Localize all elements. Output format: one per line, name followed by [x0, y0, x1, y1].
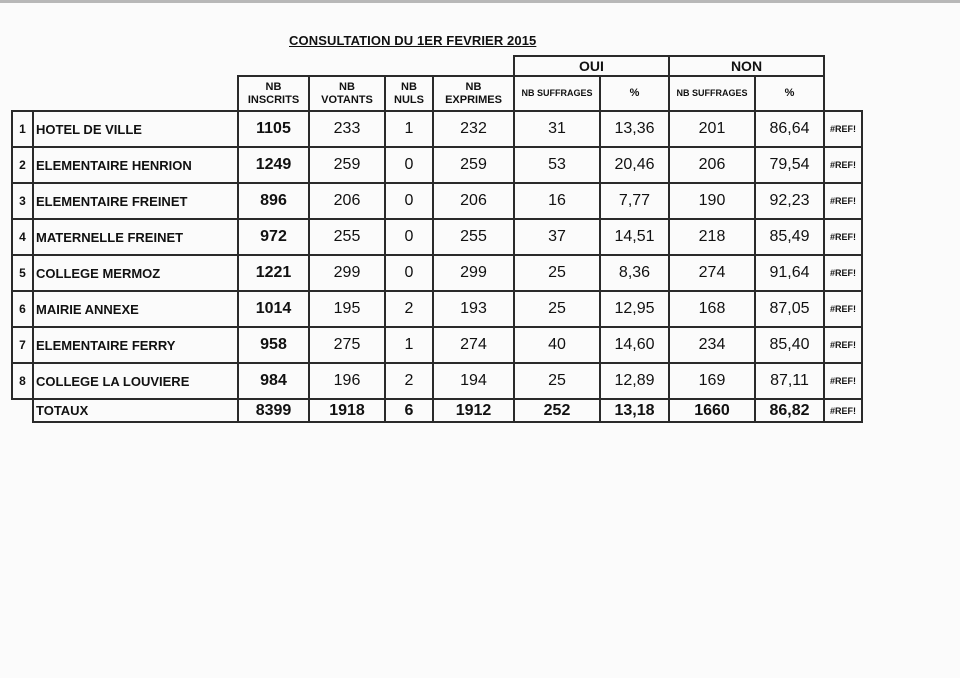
cell-nuls: 2 [385, 291, 433, 327]
polling-station-name: ELEMENTAIRE HENRION [33, 147, 238, 183]
header-inscrits [238, 76, 309, 111]
table-row [12, 363, 862, 399]
cell-nuls: 0 [385, 183, 433, 219]
cell-exprimes: 193 [433, 291, 514, 327]
header-nuls [385, 76, 433, 111]
cell-exprimes: 255 [433, 219, 514, 255]
cell-votants: 206 [309, 183, 385, 219]
cell-non-nb: 206 [669, 147, 755, 183]
total-non-nb: 1660 [669, 399, 755, 422]
group-spacer-end [824, 56, 862, 76]
cell-exprimes: 259 [433, 147, 514, 183]
cell-inscrits: 984 [238, 363, 309, 399]
cell-oui-pct: 12,95 [600, 291, 669, 327]
cell-inscrits: 958 [238, 327, 309, 363]
header-non-suffrages [669, 76, 755, 111]
header-label [445, 81, 502, 106]
cell-non-pct: 87,11 [755, 363, 824, 399]
row-number: 5 [12, 255, 33, 291]
totals-row [12, 399, 862, 422]
cell-nuls: 0 [385, 147, 433, 183]
header-spacer [12, 76, 238, 111]
polling-station-name: HOTEL DE VILLE [33, 111, 238, 147]
cell-exprimes: 299 [433, 255, 514, 291]
polling-station-name: COLLEGE MERMOZ [33, 255, 238, 291]
cell-inscrits: 1221 [238, 255, 309, 291]
row-number: 6 [12, 291, 33, 327]
cell-non-pct: 87,05 [755, 291, 824, 327]
cell-non-nb: 168 [669, 291, 755, 327]
cell-non-pct: 86,64 [755, 111, 824, 147]
cell-non-pct: 85,40 [755, 327, 824, 363]
table-body [12, 56, 862, 422]
total-oui-pct: 13,18 [600, 399, 669, 422]
cell-non-pct: 92,23 [755, 183, 824, 219]
polling-station-name: ELEMENTAIRE FREINET [33, 183, 238, 219]
table-row [12, 111, 862, 147]
totals-label: TOTAUX [33, 399, 238, 422]
cell-non-pct: 85,49 [755, 219, 824, 255]
table-row [12, 327, 862, 363]
cell-oui-pct: 13,36 [600, 111, 669, 147]
cell-votants: 233 [309, 111, 385, 147]
header-oui-pct [600, 76, 669, 111]
group-header-row [12, 56, 862, 76]
cell-oui-pct: 20,46 [600, 147, 669, 183]
row-number: 8 [12, 363, 33, 399]
cell-oui-nb: 25 [514, 255, 600, 291]
cell-ref-error: #REF! [824, 219, 862, 255]
cell-oui-nb: 53 [514, 147, 600, 183]
cell-non-nb: 218 [669, 219, 755, 255]
total-non-pct: 86,82 [755, 399, 824, 422]
cell-ref-error: #REF! [824, 327, 862, 363]
cell-non-pct: 79,54 [755, 147, 824, 183]
header-non-pct [755, 76, 824, 111]
totals-spacer [12, 399, 33, 422]
cell-ref-error: #REF! [824, 255, 862, 291]
cell-oui-nb: 37 [514, 219, 600, 255]
cell-exprimes: 232 [433, 111, 514, 147]
cell-exprimes: 194 [433, 363, 514, 399]
row-number: 2 [12, 147, 33, 183]
header-label: NB SUFFRAGES [676, 88, 748, 98]
header-label [321, 81, 373, 106]
cell-nuls: 0 [385, 255, 433, 291]
total-votants: 1918 [309, 399, 385, 422]
header-spacer-end [824, 76, 862, 111]
cell-nuls: 1 [385, 327, 433, 363]
cell-inscrits: 972 [238, 219, 309, 255]
cell-non-nb: 169 [669, 363, 755, 399]
results-table [11, 55, 863, 423]
header-exprimes [433, 76, 514, 111]
header-line: NB [401, 80, 417, 93]
cell-votants: 299 [309, 255, 385, 291]
header-line: VOTANTS [321, 93, 373, 106]
cell-exprimes: 206 [433, 183, 514, 219]
row-number: 4 [12, 219, 33, 255]
header-line: NB [465, 80, 482, 93]
group-non: NON [669, 56, 824, 76]
header-line: INSCRITS [247, 93, 300, 106]
cell-ref-error: #REF! [824, 291, 862, 327]
cell-inscrits: 1014 [238, 291, 309, 327]
document-title: CONSULTATION DU 1ER FEVRIER 2015 [289, 33, 537, 48]
total-exprimes: 1912 [433, 399, 514, 422]
cell-inscrits: 896 [238, 183, 309, 219]
cell-non-nb: 234 [669, 327, 755, 363]
total-ref-error: #REF! [824, 399, 862, 422]
polling-station-name: COLLEGE LA LOUVIERE [33, 363, 238, 399]
scan-top-edge [0, 0, 960, 3]
cell-oui-pct: 12,89 [600, 363, 669, 399]
header-line: NB [265, 80, 282, 93]
total-oui-nb: 252 [514, 399, 600, 422]
cell-nuls: 0 [385, 219, 433, 255]
cell-nuls: 2 [385, 363, 433, 399]
total-nuls: 6 [385, 399, 433, 422]
total-inscrits: 8399 [238, 399, 309, 422]
cell-votants: 255 [309, 219, 385, 255]
header-oui-suffrages [514, 76, 600, 111]
header-label [248, 81, 299, 106]
cell-exprimes: 274 [433, 327, 514, 363]
cell-oui-pct: 8,36 [600, 255, 669, 291]
cell-votants: 259 [309, 147, 385, 183]
cell-oui-nb: 40 [514, 327, 600, 363]
cell-non-nb: 201 [669, 111, 755, 147]
table-row [12, 147, 862, 183]
cell-votants: 196 [309, 363, 385, 399]
table-row [12, 291, 862, 327]
table-row [12, 183, 862, 219]
header-label: % [629, 87, 640, 99]
cell-oui-nb: 16 [514, 183, 600, 219]
cell-ref-error: #REF! [824, 183, 862, 219]
header-label [394, 81, 424, 106]
cell-non-nb: 274 [669, 255, 755, 291]
header-label: NB SUFFRAGES [521, 88, 593, 98]
table-row [12, 255, 862, 291]
cell-oui-nb: 31 [514, 111, 600, 147]
cell-votants: 195 [309, 291, 385, 327]
cell-nuls: 1 [385, 111, 433, 147]
cell-inscrits: 1105 [238, 111, 309, 147]
cell-inscrits: 1249 [238, 147, 309, 183]
polling-station-name: ELEMENTAIRE FERRY [33, 327, 238, 363]
cell-ref-error: #REF! [824, 147, 862, 183]
cell-non-pct: 91,64 [755, 255, 824, 291]
cell-non-nb: 190 [669, 183, 755, 219]
polling-station-name: MATERNELLE FREINET [33, 219, 238, 255]
cell-ref-error: #REF! [824, 111, 862, 147]
column-header-row [12, 76, 862, 111]
cell-oui-nb: 25 [514, 363, 600, 399]
header-line: NULS [394, 93, 424, 106]
row-number: 1 [12, 111, 33, 147]
cell-oui-pct: 7,77 [600, 183, 669, 219]
header-votants [309, 76, 385, 111]
cell-oui-pct: 14,51 [600, 219, 669, 255]
header-label: % [784, 87, 795, 99]
cell-oui-nb: 25 [514, 291, 600, 327]
table-row [12, 219, 862, 255]
group-oui: OUI [514, 56, 669, 76]
group-spacer [12, 56, 514, 76]
row-number: 3 [12, 183, 33, 219]
header-line: EXPRIMES [445, 93, 502, 106]
header-line: NB [339, 80, 355, 93]
cell-oui-pct: 14,60 [600, 327, 669, 363]
cell-ref-error: #REF! [824, 363, 862, 399]
cell-votants: 275 [309, 327, 385, 363]
row-number: 7 [12, 327, 33, 363]
polling-station-name: MAIRIE ANNEXE [33, 291, 238, 327]
